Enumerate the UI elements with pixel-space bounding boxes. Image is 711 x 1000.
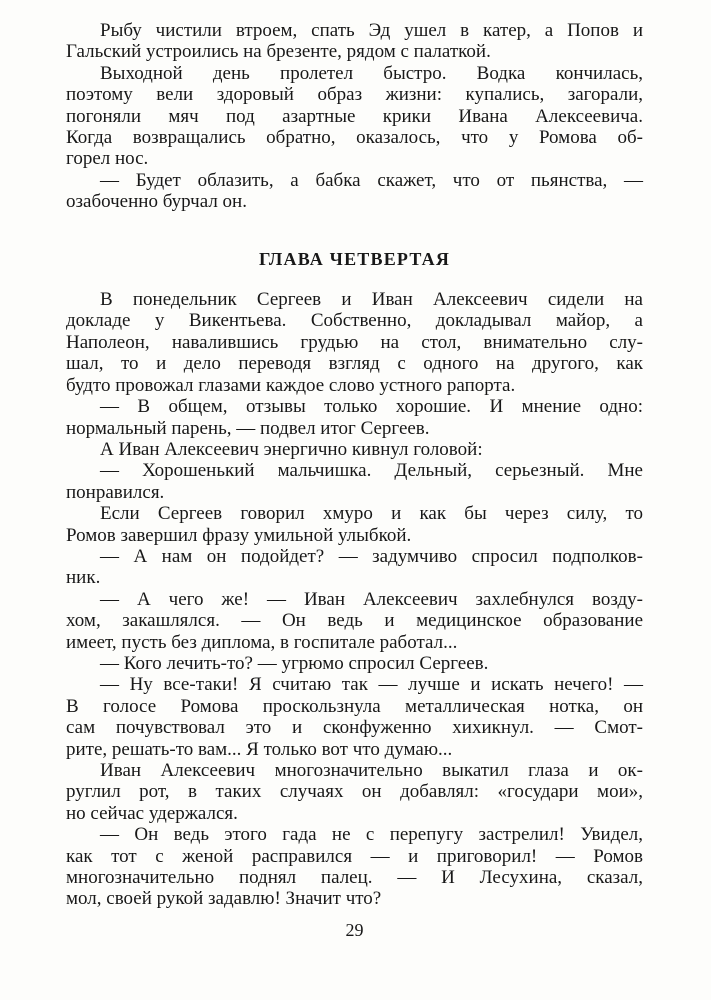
text-line: Гальский устроились на брезенте, рядом с палаткой.	[66, 41, 491, 63]
text-line: сам почувствовал это и сконфуженно хихикнул. — Смот-	[66, 717, 643, 739]
text-line: Наполеон, навалившись грудью на стол, внимательно слу-	[66, 331, 643, 353]
text-line: Рыбу чистили втроем, спать Эд ушел в катер, а Попов и	[100, 20, 643, 41]
text-line: — В общем, отзывы только хорошие. И мнение одно:	[100, 396, 643, 418]
paragraph	[66, 460, 643, 503]
text-line: А Иван Алексеевич энергично кивнул головой:	[100, 438, 483, 460]
text-line: — А нам он подойдет? — задумчиво спросил подполков-	[100, 545, 643, 567]
paragraph	[66, 589, 643, 653]
paragraph	[66, 503, 643, 546]
text-line: — Ну все-таки! Я считаю так — лучше и искать нечего! —	[100, 674, 643, 696]
text-line: горел нос.	[66, 148, 149, 170]
paragraph	[66, 439, 643, 460]
paragraph	[66, 396, 643, 439]
text-line: погоняли мяч под азартные крики Ивана Алексеевича.	[66, 105, 643, 127]
text-line: поэтому вели здоровый образ жизни: купались, загорали,	[66, 84, 643, 106]
text-line: Ромов завершил фразу умильной улыбкой.	[66, 524, 412, 546]
text-line: — Кого лечить-то? — угрюмо спросил Сергеев.	[100, 652, 489, 674]
text-line: руглил рот, в таких случаях он добавлял: «государи мои»,	[66, 781, 643, 803]
text-line: — Будет облазить, а бабка скажет, что от пьянства, —	[100, 169, 643, 191]
paragraph	[66, 289, 643, 396]
paragraph	[66, 653, 643, 674]
chapter-heading: ГЛАВА ЧЕТВЕРТАЯ	[258, 248, 451, 269]
paragraph	[66, 170, 643, 213]
section-before-heading	[66, 20, 643, 213]
page-text	[66, 20, 643, 910]
paragraph	[66, 674, 643, 760]
text-line: озабоченно бурчал он.	[66, 191, 247, 213]
text-line: понравился.	[66, 481, 165, 503]
text-line: — Хорошенький мальчишка. Дельный, серьезный. Мне	[100, 460, 643, 482]
text-line: ник.	[66, 567, 101, 589]
text-line: В понедельник Сергеев и Иван Алексеевич сидели на	[100, 289, 643, 311]
text-line: будто провожал глазами каждое слово устного рапорта.	[66, 374, 516, 396]
paragraph	[66, 20, 643, 63]
section-after-heading	[66, 289, 643, 910]
text-line: Когда возвращались обратно, оказалось, что у Ромова об-	[66, 127, 643, 149]
text-line: рите, решать-то вам... Я только вот что думаю...	[66, 738, 453, 760]
text-line: нормальный парень, — подвел итог Сергеев.	[66, 417, 430, 439]
paragraph	[66, 546, 643, 589]
text-line: но сейчас удержался.	[66, 802, 238, 824]
paragraph	[66, 760, 643, 824]
text-line: мол, своей рукой задавлю! Значит что?	[66, 888, 382, 910]
text-line: Если Сергеев говорил хмуро и как бы через силу, то	[100, 503, 643, 525]
text-line: шал, то и дело переводя взгляд с одного на другого, как	[66, 353, 643, 375]
text-line: Иван Алексеевич многозначительно выкатил глаза и ок-	[100, 760, 643, 781]
text-line: как тот с женой расправился — и приговорил! — Ромов	[66, 845, 643, 867]
text-line: Выходной день пролетел быстро. Водка кончилась,	[100, 62, 643, 84]
text-line: — Он ведь этого гада не с перепугу застрелил! Увидел,	[100, 824, 643, 846]
text-line: В голосе Ромова проскользнула металлическая нотка, он	[66, 695, 643, 717]
paragraph	[66, 63, 643, 170]
paragraph	[66, 824, 643, 910]
page-number: 29	[345, 920, 364, 940]
text-line: многозначительно поднял палец. — И Лесухина, сказал,	[66, 867, 643, 889]
text-line: докладе у Викентьева. Собственно, докладывал майор, а	[66, 310, 643, 332]
text-line: хом, закашлялся. — Он ведь и медицинское образование	[66, 610, 643, 632]
text-line: имеет, пусть без диплома, в госпитале работал...	[66, 631, 458, 653]
text-line: — А чего же! — Иван Алексеевич захлебнулся возду-	[100, 588, 643, 610]
